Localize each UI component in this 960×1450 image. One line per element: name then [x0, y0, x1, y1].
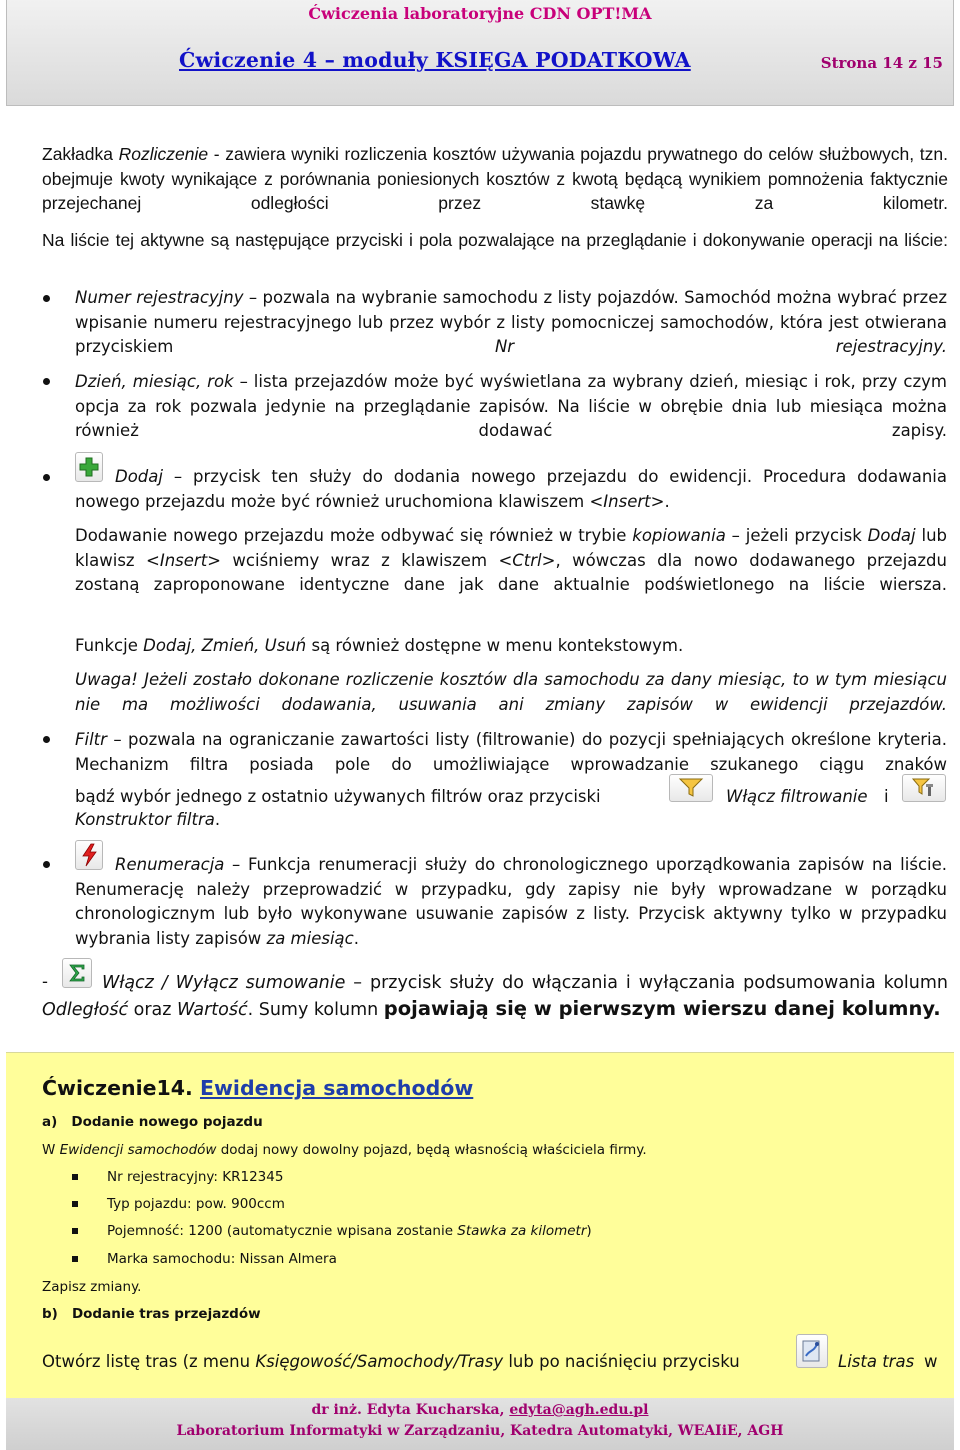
- bullet-dot: [43, 295, 50, 302]
- column-name: Wartość: [177, 1000, 248, 1020]
- list-item: Typ pojazdu: pow. 900ccm: [107, 1196, 285, 1212]
- term: Filtr: [75, 730, 107, 749]
- text: – jeżeli przycisk: [725, 526, 868, 545]
- key-ref: <Insert>: [146, 550, 221, 570]
- footer-lab: Laboratorium Informatyki w Zarządzaniu, Katedra Automatyki, WEAIiE, AGH: [176, 1423, 784, 1439]
- desc: – lista przejazdów może być wyświetlana za wybrany dzień, miesiąc i rok, przy czym opcja za rok pozwala jedynie na przeglądanie zapisów. Na liście w obrębie dnia lub miesiąca można również dodawać zapisy.: [75, 372, 947, 440]
- text: Pojemność: 1200 (automatycznie wpisana zostanie: [107, 1223, 458, 1239]
- funnel-icon: [669, 774, 713, 802]
- field-name: Stawka za kilometr: [457, 1223, 587, 1239]
- funnel-settings-icon: [902, 774, 946, 802]
- list-square: [72, 1174, 78, 1180]
- key-ref: <Insert>: [589, 491, 665, 511]
- mode-name: kopiowania: [632, 526, 726, 545]
- header-chapter-title: Ćwiczenie 4 – moduły KSIĘGA PODATKOWA: [179, 48, 691, 72]
- bullet-filtr: [75, 728, 947, 778]
- term: Renumeracja: [115, 855, 225, 874]
- text: w: [924, 1352, 938, 1371]
- list-square: [72, 1228, 78, 1234]
- desc: – przycisk ten służy do dodania nowego przejazdu do ewidencji. Procedura dodawania nowego przejazdu może być również uruchomiona klawiszem: [75, 467, 947, 511]
- intro-paragraph: [42, 142, 948, 216]
- subtask-a-heading: [42, 1112, 263, 1132]
- desc: – przycisk służy do włączania i wyłączania podsumowania kolumn: [345, 973, 948, 993]
- exercise-title: [42, 1076, 473, 1100]
- footer-author: [6, 1402, 954, 1418]
- text: lub klawisz: [75, 526, 947, 570]
- header-course-title: Ćwiczenia laboratoryjne CDN OPT!MA: [308, 4, 652, 23]
- text: ): [586, 1223, 592, 1239]
- context-menu-note: [75, 634, 947, 659]
- intro-text-a: Zakładka: [42, 144, 119, 164]
- warning-note: [75, 668, 947, 718]
- menu-path: Księgowość/Samochody/Trasy: [255, 1352, 504, 1371]
- conjunction: i: [884, 787, 889, 806]
- save-instruction: Zapisz zmiany.: [42, 1279, 142, 1295]
- function-names: Dodaj, Zmień, Usuń: [143, 636, 307, 655]
- key-ref: <Ctrl>: [498, 550, 556, 570]
- subtask-title: Dodanie nowego pojazdu: [71, 1114, 263, 1130]
- page-footer: [6, 1398, 954, 1450]
- text: są również dostępne w menu kontekstowym.: [306, 636, 684, 655]
- button-ref: Włącz filtrowanie: [726, 787, 868, 806]
- text: Funkcje: [75, 636, 144, 655]
- text: dodaj nowy dowolny pojazd, będą własnością właściciela firmy.: [216, 1142, 647, 1158]
- text: W: [42, 1142, 60, 1158]
- subtask-label: a): [42, 1114, 58, 1130]
- desc: – Funkcja renumeracji służy do chronologicznego uporządkowania zapisów na liście. Renumerację należy przeprowadzić w przypadku, gdy zapisy nie były wprowadzane w porządku chronologicznym lub było wykonywane usuwanie zapisów z listy. Przycisk aktywny tylko w przypadku wybrania listy zapisów: [75, 855, 947, 948]
- dodaj-copy-mode-paragraph: [75, 524, 947, 622]
- email-link[interactable]: edyta@agh.edu.pl: [509, 1402, 649, 1418]
- term: Włącz / Wyłącz sumowanie: [102, 973, 346, 993]
- desc: . Sumy kolumn: [247, 1000, 384, 1020]
- exercise-name: Ewidencja samochodów: [199, 1076, 474, 1100]
- filtr-line-4: [75, 808, 220, 833]
- term: Dzień, miesiąc, rok: [75, 372, 234, 391]
- desc: – pozwala na wybranie samochodu z listy pojazdów. Samochód można wybrać przez wpisanie numeru rejestracyjnego lub przez wybór z listy pomocniczej samochodów, która jest otwierana przyciskiem: [75, 288, 947, 356]
- subtask-a-text: [42, 1140, 942, 1160]
- text: Otwórz listę tras (z menu: [42, 1352, 256, 1371]
- text: Dodawanie nowego przejazdu może odbywać się również w trybie: [75, 526, 633, 545]
- list-item: Nr rejestracyjny: KR12345: [107, 1169, 284, 1185]
- bullet-dot: [43, 378, 50, 385]
- bullet-dzien-miesiac-rok: [75, 370, 947, 444]
- term: Numer rejestracyjny: [75, 288, 244, 307]
- period: .: [214, 810, 221, 829]
- text: lub po naciśnięciu przycisku: [503, 1352, 740, 1371]
- period: .: [664, 491, 670, 511]
- text: , wówczas dla nowo dodawanego przejazdu zostaną zaproponowane identyczne dane jak dane aktualnie podświetlonego na liście wiersza.: [75, 550, 947, 594]
- tab-name: Rozliczenie: [118, 144, 209, 164]
- list-buttons-paragraph: Na liście tej aktywne są następujące przyciski i pola pozwalające na przeglądanie i dokonywanie operacji na liście:: [42, 230, 948, 250]
- warning-label: Uwaga!: [75, 670, 138, 689]
- warning-text: Jeżeli zostało dokonane rozliczenie kosztów dla samochodu za dany miesiąc, to w tym miesiącu nie ma możliwości dodawania, usuwania ani zmiany zapisów w ewidencji przejazdów.: [75, 670, 947, 714]
- bullet-dot: [43, 474, 50, 481]
- author-name: dr inż. Edyta Kucharska,: [311, 1402, 510, 1418]
- desc: – pozwala na ograniczanie zawartości listy (filtrowanie) do pozycji spełniających określone kryteria. Mechanizm filtra posiada pole do umożliwiające wprowadzanie szukanego ciągu znaków: [75, 730, 947, 774]
- intro-text-b: - zawiera wyniki rozliczenia kosztów używania pojazdu prywatnego do celów służbowych, tzn. obejmuje kwoty wynikające z porównania poniesionych kosztów z kwotą będącą wynikiem pomnożenia faktycznie przejechanej odległości przez stawkę za kilometr.: [42, 144, 948, 213]
- mode-name: za miesiąc: [266, 928, 354, 948]
- subtask-label: b): [42, 1306, 58, 1322]
- list-square: [72, 1201, 78, 1207]
- bullet-dodaj: [75, 465, 947, 515]
- list-square: [72, 1256, 78, 1262]
- page-header: [6, 0, 954, 106]
- list-item: Marka samochodu: Nissan Almera: [107, 1251, 337, 1267]
- button-ref: Konstruktor filtra: [75, 810, 215, 829]
- subtask-title: Dodanie tras przejazdów: [71, 1306, 261, 1322]
- bullet-dot: [43, 736, 50, 743]
- open-routes-text: [42, 1350, 802, 1375]
- page-number: Strona 14 z 15: [820, 54, 943, 72]
- bold-note: pojawiają się w pierwszym wierszu danej kolumny.: [383, 997, 941, 1020]
- route-list-icon: [796, 1334, 828, 1368]
- exercise-number: Ćwiczenie14.: [42, 1076, 193, 1100]
- bullet-sumowanie: [42, 970, 948, 1050]
- bullet-dot: [43, 861, 50, 868]
- bullet-numer-rejestracyjny: [75, 286, 947, 360]
- column-name: Odległość: [42, 1000, 129, 1020]
- conjunction: oraz: [128, 1000, 178, 1020]
- subtask-b-heading: [42, 1304, 261, 1324]
- list-item: [107, 1221, 592, 1241]
- button-ref: Lista tras: [838, 1352, 915, 1371]
- button-ref: Nr rejestracyjny.: [494, 337, 947, 356]
- dash-marker: -: [42, 972, 48, 991]
- bullet-renumeracja: [75, 853, 947, 951]
- button-ref: Dodaj: [867, 526, 916, 545]
- filtr-line-3: bądź wybór jednego z ostatnio używanych filtrów oraz przyciski: [75, 787, 601, 806]
- period: .: [353, 928, 359, 948]
- module-name: Ewidencji samochodów: [59, 1142, 217, 1158]
- term: Dodaj: [115, 467, 163, 486]
- text: wciśniemy wraz z klawiszem: [221, 550, 499, 570]
